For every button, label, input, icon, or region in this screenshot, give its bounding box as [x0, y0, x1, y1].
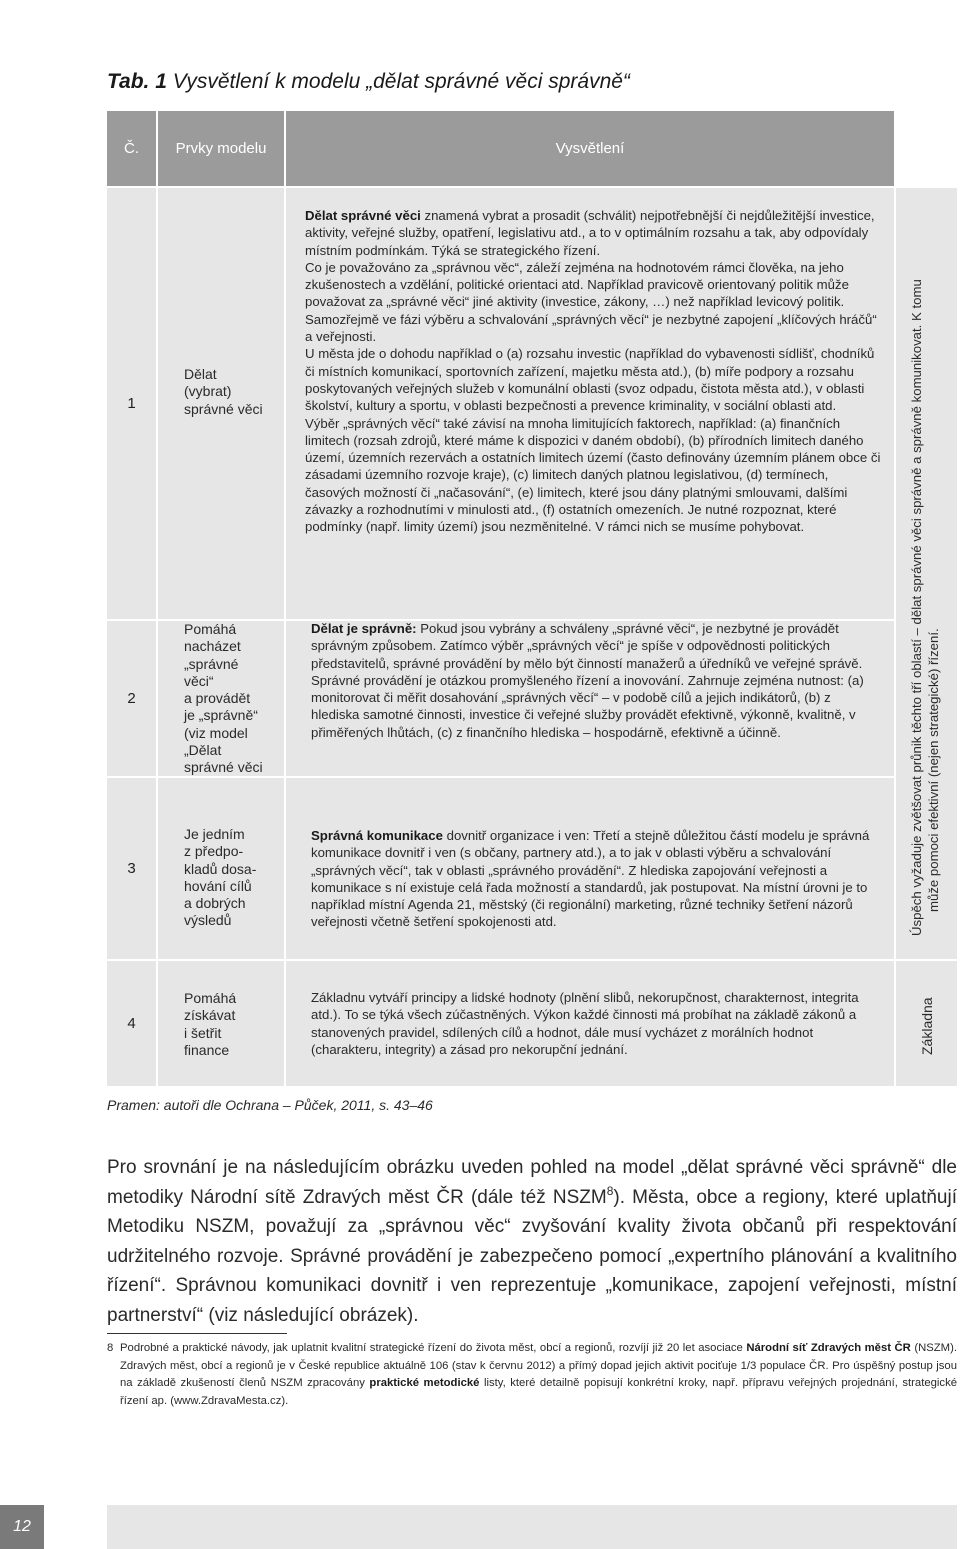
row-3-para-1: Správná komunikace dovnitř organizace i ven: Třetí a stejně důležitou částí modelu je správná komunikace dovnitř i ven (s občany, partnery atd.), a to jak v oblasti výběru a schvalování „správných věcí“, tak v oblasti „správného provádění“. Z hlediska zapojování veřejnosti a komunikace s ní existuje celá řada možností a standardů, jak postupovat. Na místní úrovni je to například místní Agenda 21, městský (či regionální) marketing, různé techniky šetření názorů veřejnosti včetně šetření spokojenosti atd.: [311, 828, 870, 930]
row-1-para-2: Co je považováno za „správnou věc“, záleží zejména na hodnotovém rámci člověka, na jeho zkušenostech a vzdělání, politické orientaci atd. Například pravicově orientovaný politik může považovat za „správné věci“ jiné aktivity (investice, zákony, …) než například levicový politik. Samozřejmě ve fázi výběru a schvalování „správných věcí“ je nezbytné zapojení „klíčových hráčů“ a veřejnosti.: [305, 259, 877, 345]
row-3-lead: Správná komunikace: [311, 828, 443, 843]
row-2-element: Pomáhá nacházet „správné věci“ a provádět je „správně“ (viz model „Dělat správné věci: [184, 621, 263, 776]
summary-vertical-text: Úspěch vyžaduje zvětšovat průnik těchto tří oblastí – dělat správné věci správně a správně komunikovat. K tomu může pomoci efektivní (nejen strategické) řízení.: [909, 279, 941, 936]
page-number: 12: [0, 1505, 44, 1549]
header-element: Prvky modelu: [158, 111, 284, 186]
footnote-text: Podrobné a praktické návody, jak uplatnit kvalitní strategické řízení do života měst, obcí a regionů, rozvíjí již 20 let asociace Národní síť Zdravých měst ČR (NSZM). Zdravých měst, obcí a regionů je v České republice aktuálně 106 (stav k červnu 2012) a přímý dopad jejich aktivit pociťuje 1/3 populace ČR. Pro úspěšný postup jsou na základě zkušeností členů NSZM zpracovány praktické metodické listy, které detailně popisují konkrétní kroky, např. přípravu veřejných projednání, strategické řízení ap. (www.ZdravaMesta.cz).: [120, 1342, 958, 1407]
body-paragraph: Pro srovnání je na následujícím obrázku uveden pohled na model „dělat správné věci správně“ dle metodiky Národní sítě Zdravých měst ČR (dále též NSZM$^8$). Města, obce a regiony, které uplatňují Metodiku NSZM, považují za „správnou věc“ zvyšování kvality života občanů při respektování udržitelného rozvoje. Správné provádění je zabezpečeno pomocí „expertního plánování a kvalitního řízení“. Správnou komunikaci dovnitř i ven reprezentuje „komunikace, zapojení veřejnosti, místní partnerství“ (viz následující obrázek).: [107, 1157, 957, 1326]
row-2-num: 2: [107, 621, 156, 776]
row-1-para-4: Výběr „správných věcí“ také závisí na mnoha limitujících faktorech, například: (a) finančních limitech (rozsah zdrojů, které máme k dispozici v daném období), (b) přírodních limitech daného území, územních rezervách a ostatních limitech území (často definovány územním plánem obce či zásadami územního rozvoje kraje), (c) limitech daných platnou legislativou, (d) termínech, časových možností či „načasování“, (e) limitech, které jsou dány platnými smlouvami, dalšími závazky a rozhodnutími v minulosti atd., (f) ostatních omezeních. Je nutné rozpoznat, které podmínky (např. limity území) jsou nezměnitelné. V rámci nich se musíme pohybovat.: [305, 415, 881, 535]
header-explanation: Vysvětlení: [286, 111, 894, 186]
row-3-explanation-cell: [286, 778, 894, 959]
row-2-explanation: [311, 620, 881, 741]
row-4-explanation: Základnu vytváří principy a lidské hodnoty (plnění slibů, nekorupčnost, charakternost, integrita atd.). To se týká všech zúčastněných. Výkon každé činnosti má probíhat na základě zákonů a stanovených pravidel, sdílených cílů a hodnot, dále musí vycházet z morálních hodnot (charakteru, integrity) a zásad pro nekorupční jednání.: [311, 990, 859, 1057]
row-1-element: Dělat (vybrat) správné věci: [184, 366, 263, 417]
summary-cell: [896, 188, 957, 959]
caption-label: Tab. 1: [107, 70, 167, 93]
header-num: Č.: [107, 111, 156, 186]
footnote-divider: [107, 1333, 287, 1334]
row-1-num: 1: [107, 188, 156, 619]
row-2-para-1: Dělat je správně: Pokud jsou vybrány a schváleny „správné věci“, je nezbytné je provádět správným způsobem. Zatímco výběr „správných věcí“ je spíše v odpovědnosti politických představitelů, správné provádění by mělo být činností manažerů a úředníků ve veřejné správě.: [311, 621, 863, 671]
base-cell: [896, 961, 957, 1086]
row-3-num: 3: [107, 778, 156, 959]
row-3-element: Je jedním z předpo- kladů dosa- hování cílů a dobrých výsledů: [184, 826, 257, 929]
row-2-lead: Dělat je správně:: [311, 621, 417, 636]
row-1-para-1: Dělat správné věci znamená vybrat a prosadit (schválit) nejpotřebnější či nejdůležitější investice, aktivity, veřejné služby, opatření, legislativu atd., a to v optimálním rozsahu a tak, aby odpovídaly místním podmínkám. Týká se strategického řízení.: [305, 208, 875, 258]
row-1-element-cell: [158, 188, 284, 619]
row-3-element-cell: [158, 778, 284, 959]
row-2-para-2: Správné provádění je otázkou promyšleného řízení a inovování. Zahrnuje zejména nutnost: (a) monitorovat či měřit dosahování „správných věcí“ – v podobě cílů a jejich indikátorů, (b) z hlediska samotné činnosti, investice či veřejné služby provádět efektivně, výkonně, kvalitně, v přiměřených lhůtách, (c) z finančního hlediska – hospodárně, efektivně a účinně.: [311, 672, 864, 740]
row-3-explanation: [311, 827, 881, 931]
row-4-element: Pomáhá získávat i šetřit finance: [184, 990, 237, 1058]
row-2-element-cell: [158, 621, 284, 776]
table-caption: [107, 70, 630, 94]
row-2-explanation-cell: [286, 621, 894, 776]
header-spacer: [896, 111, 957, 186]
row-4-element-cell: [158, 961, 284, 1086]
row-1-explanation: [305, 207, 881, 536]
footer-bar: [107, 1505, 957, 1549]
footnote: [107, 1340, 957, 1410]
row-1-para-3: U města jde o dohodu například o (a) rozsahu investic (například do vybavenosti sídlišť, chodníků či místních komunikací, sportovních zařízení, majetku města atd.), (b) míře podpory a rozsahu poskytovaných veřejných služeb v komunální oblasti (svoz odpadu, čistota města atd.), v oblasti školství, kultury a sportu, v oblasti bezpečnosti a prevence kriminality, v sociální oblasti atd.: [305, 346, 875, 414]
row-1-lead: Dělat správné věci: [305, 208, 421, 223]
footnote-number: 8: [107, 1342, 114, 1354]
row-1-explanation-cell: [286, 188, 894, 619]
table-source: Pramen: autoři dle Ochrana – Půček, 2011, s. 43–46: [107, 1097, 433, 1113]
row-4-explanation-cell: [286, 961, 894, 1086]
footnote-ref: 8: [606, 1183, 614, 1198]
base-vertical-text: Základna: [919, 997, 935, 1055]
row-4-num: 4: [107, 961, 156, 1086]
model-table: [107, 111, 957, 1086]
caption-title: Vysvětlení k modelu „dělat správné věci správně“: [172, 70, 630, 93]
